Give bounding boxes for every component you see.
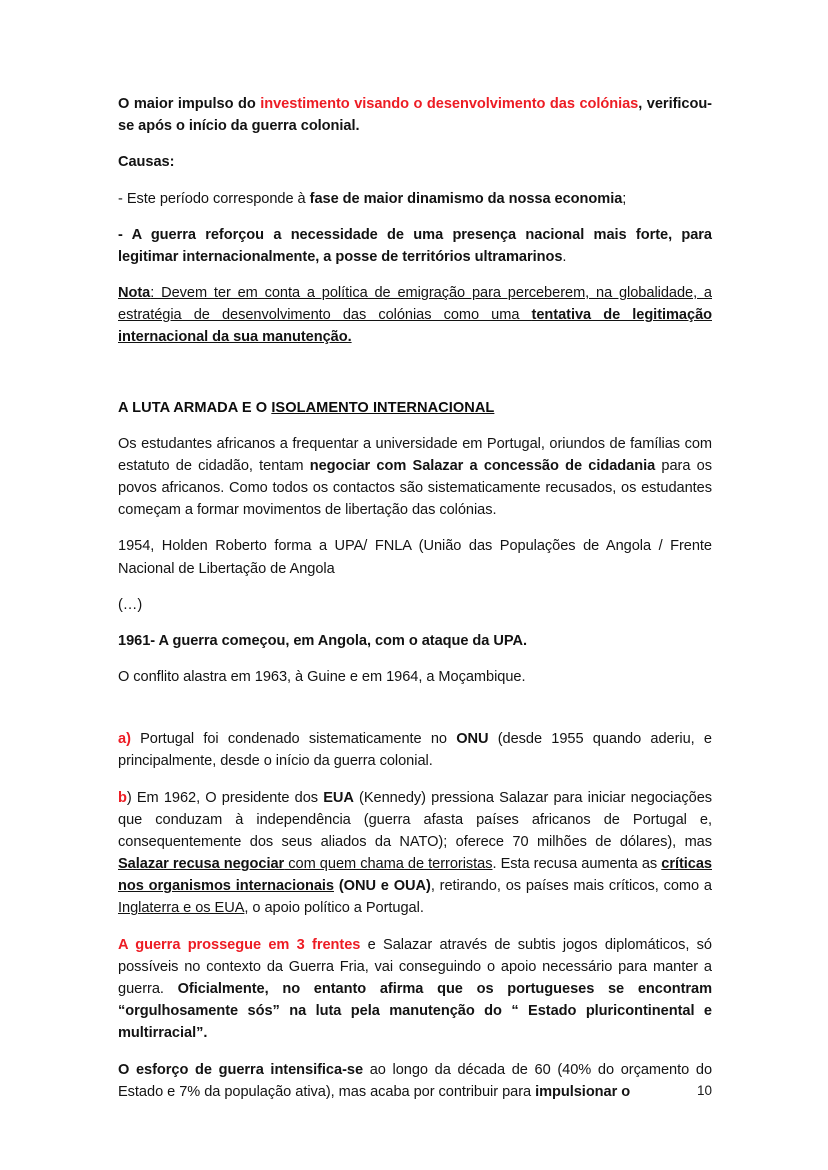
- nota-part1: : Devem ter em conta a política de emigração para perceberem, na globalidade, a estratégia de desenvolvimento das colónias como uma: [118, 285, 712, 324]
- item-b-bold-underline-salazar: Salazar recusa negociar: [118, 856, 285, 873]
- estudantes-part1: Os estudantes africanos a frequentar a universidade em Portugal, oriundos de famílias com estatuto de cidadão, tentam: [118, 435, 712, 474]
- intro-highlight: investimento visando o desenvolvimento das colónias: [260, 96, 639, 112]
- item-b-underline-terroristas: com quem chama de terroristas: [284, 856, 493, 873]
- document-body: [118, 93, 712, 1103]
- section-heading-luta-armada: [118, 397, 712, 419]
- estudantes-bold: negociar com Salazar a concessão de cidadania: [309, 457, 656, 474]
- item-b-part4: , retirando, os países mais críticos, como a: [430, 878, 712, 895]
- paragraph-intro: [118, 93, 712, 137]
- nota-label: Nota: [118, 285, 151, 302]
- page-number: 10: [696, 1083, 712, 1098]
- heading-underlined: ISOLAMENTO INTERNACIONAL: [271, 399, 495, 416]
- guerra-frentes-highlight: A guerra prossegue em 3 frentes: [118, 936, 361, 953]
- item-a-part1: Portugal foi condenado sistematicamente no: [130, 731, 457, 748]
- item-b-part1: ) Em 1962, O presidente dos: [126, 789, 324, 806]
- section-spacer-middle: [118, 702, 712, 728]
- paragraph-estudantes: [118, 433, 712, 522]
- causa1-part2: ;: [622, 190, 627, 207]
- item-b-part5: , o apoio político a Portugal.: [244, 900, 424, 917]
- item-a-marker: a): [118, 731, 131, 748]
- paragraph-causa-1: [118, 188, 712, 210]
- item-a-part2: (desde 1955 quando aderiu, e principalmente, desde o início da guerra colonial.: [118, 731, 712, 770]
- causa2-part2: .: [562, 248, 567, 265]
- esforco-bold2: impulsionar o: [535, 1083, 631, 1100]
- intro-part1: O maior impulso do: [118, 96, 261, 112]
- esforco-bold1: O esforço de guerra intensifica-se: [118, 1061, 364, 1078]
- item-b-bold-eua: EUA: [323, 789, 354, 806]
- nota-bold: tentativa de legitimação internacional da sua manutenção.: [118, 307, 712, 346]
- paragraph-conflito: [118, 666, 712, 688]
- ellipsis-text: (…): [118, 596, 143, 613]
- causa1-part1: - Este período corresponde à: [118, 190, 310, 207]
- guerra-frentes-bold: Oficialmente, no entanto afirma que os portugueses se encontram “orgulhosamente sós” na luta pela manutenção do “ Estado pluricontinental e multirracial”.: [118, 980, 713, 1042]
- esforco-part1: ao longo da década de 60 (40% do orçamento do Estado e 7% da população ativa), mas acaba por contribuir para: [118, 1061, 713, 1100]
- conflito-text: O conflito alastra em 1963, à Guine e em 1964, a Moçambique.: [118, 669, 526, 686]
- causa2-bold: - A guerra reforçou a necessidade de uma presença nacional mais forte, para legitimar internacionalmente, a posse de territórios ultramarinos: [118, 226, 712, 265]
- causa1-bold: fase de maior dinamismo da nossa economia: [309, 190, 623, 207]
- paragraph-ano-1961: [118, 630, 712, 652]
- paragraph-nota: [118, 282, 712, 349]
- causas-label: Causas:: [118, 154, 175, 171]
- item-b-bold-underline-criticas: críticas nos organismos internacionais: [118, 856, 712, 895]
- guerra-frentes-part1: e Salazar através de subtis jogos diplomáticos, só possíveis no contexto da Guerra Fria, vai conseguindo o apoio necessário para manter a guerra.: [118, 936, 712, 997]
- paragraph-causa-2: [118, 224, 712, 268]
- paragraph-upa-1954: [118, 535, 712, 579]
- paragraph-guerra-frentes: [118, 934, 712, 1045]
- item-b-marker: b: [118, 789, 127, 806]
- heading-plain: A LUTA ARMADA E O: [118, 399, 272, 416]
- ano-1961-text: 1961- A guerra começou, em Angola, com o ataque da UPA.: [118, 632, 527, 649]
- item-a-bold: ONU: [456, 731, 489, 748]
- item-b-part2: (Kennedy) pressiona Salazar para iniciar negociações que conduzam à independência (guerra afasta países africanos de Portugal e, consequentemente dos seus aliados da NATO); oferece 70 milhões de dólares), mas: [118, 789, 713, 850]
- upa-1954-text: 1954, Holden Roberto forma a UPA/ FNLA (União das Populações de Angola / Frente Nacional de Libertação de Angola: [118, 538, 712, 577]
- estudantes-part2: para os povos africanos. Como todos os contactos são sistematicamente recusados, os estudantes começam a formar movimentos de libertação das colónias.: [118, 457, 712, 519]
- item-b-underline-inglaterra: Inglaterra e os EUA: [118, 900, 245, 917]
- paragraph-item-a: [118, 728, 712, 772]
- item-b-bold-onu-oua: (ONU e OUA): [333, 878, 431, 895]
- paragraph-causas-label: [118, 151, 712, 173]
- item-b-part3: . Esta recusa aumenta as: [492, 856, 662, 873]
- section-spacer-top: [118, 363, 712, 397]
- intro-part2: , verificou-se após o início da guerra colonial.: [118, 96, 712, 135]
- paragraph-ellipsis: [118, 594, 712, 616]
- paragraph-item-b: [118, 787, 712, 920]
